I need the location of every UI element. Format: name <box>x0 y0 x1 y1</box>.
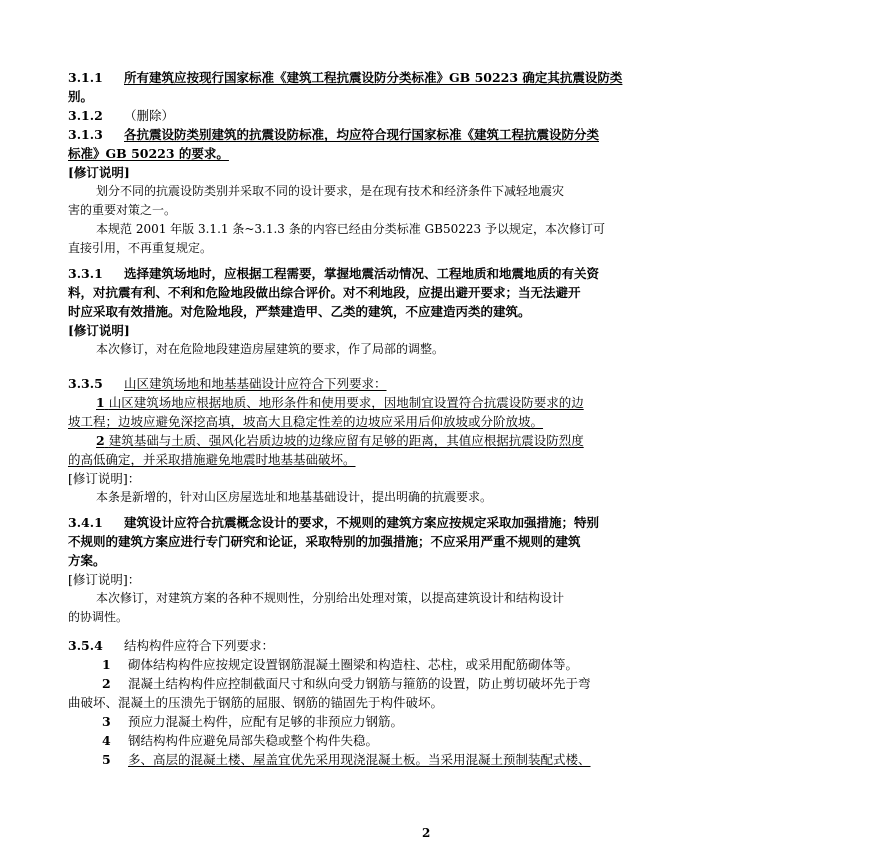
clause-text: 所有建筑应按现行国家标准《建筑工程抗震设防分类标准》GB 50223 确定其抗震设防类 <box>124 70 623 85</box>
item-number: 1 <box>96 395 105 410</box>
item-number: 2 <box>96 433 105 448</box>
item-text: 建筑基础与土质、强风化岩质边坡的边缘应留有足够的距离，其值应根据抗震设防烈度 <box>108 433 584 448</box>
clause-text: 选择建筑场地时，应根据工程需要，掌握地震活动情况、工程地质和地震地质的有关资 <box>124 266 600 281</box>
item-text: 多、高层的混凝土楼、屋盖宜优先采用现浇混凝土板。当采用混凝土预制装配式楼、 <box>128 752 591 767</box>
clause-text: 方案。 <box>68 553 106 568</box>
clause-text: 建筑设计应符合抗震概念设计的要求，不规则的建筑方案应按规定采取加强措施；特别 <box>124 515 600 530</box>
item-text: 的高低确定，并采取措施避免地震时地基基础破坏。 <box>68 452 356 467</box>
revision-note-text: 本规范 2001 年版 3.1.1 条~3.1.3 条的内容已经由分类标准 GB50223 予以规定，本次修订可 <box>96 222 605 236</box>
revision-note-heading: [修订说明]： <box>68 572 141 587</box>
section-3-4-1 <box>68 513 792 627</box>
section-3-1 <box>68 68 792 258</box>
clause-text: 标准》GB 50223 的要求。 <box>68 146 229 161</box>
item-text: 预应力混凝土构件，应配有足够的非预应力钢筋。 <box>128 714 404 729</box>
clause-text: （删除） <box>124 108 175 123</box>
item-number: 4 <box>102 733 111 748</box>
revision-note-heading: [修订说明]： <box>68 471 141 486</box>
revision-note-text: 本条是新增的，针对山区房屋选址和地基基础设计，提出明确的抗震要求。 <box>96 490 493 504</box>
item-number: 3 <box>102 714 111 729</box>
clause-text: 别。 <box>68 89 94 104</box>
item-text: 曲破坏、混凝土的压溃先于钢筋的屈服、钢筋的锚固先于构件破坏。 <box>68 695 444 710</box>
section-3-5-4 <box>68 636 792 769</box>
revision-note-text: 本次修订，对建筑方案的各种不规则性，分别给出处理对策，以提高建筑设计和结构设计 <box>96 591 565 605</box>
revision-note-text: 本次修订，对在危险地段建造房屋建筑的要求，作了局部的调整。 <box>96 342 445 356</box>
clause-number: 3.4.1 <box>68 515 103 530</box>
clause-title: 山区建筑场地和地基基础设计应符合下列要求： <box>124 376 387 391</box>
item-text: 坡工程；边坡应避免深挖高填，坡高大且稳定性差的边坡应采用后仰放坡或分阶放坡。 <box>68 414 544 429</box>
clause-number: 3.3.5 <box>68 376 103 391</box>
revision-note-text: 害的重要对策之一。 <box>68 203 177 217</box>
item-text: 混凝土结构构件应控制截面尺寸和纵向受力钢筋与箍筋的设置，防止剪切破坏先于弯 <box>128 676 591 691</box>
clause-text: 各抗震设防类别建筑的抗震设防标准，均应符合现行国家标准《建筑工程抗震设防分类 <box>124 127 600 142</box>
section-3-3-5 <box>68 374 792 507</box>
clause-text: 不规则的建筑方案应进行专门研究和论证，采取特别的加强措施；不应采用严重不规则的建筑 <box>68 534 581 549</box>
revision-note-text: 的协调性。 <box>68 610 129 624</box>
item-number: 2 <box>102 676 111 691</box>
clause-number: 3.3.1 <box>68 266 103 281</box>
item-text: 钢结构构件应避免局部失稳或整个构件失稳。 <box>128 733 379 748</box>
item-text: 山区建筑场地应根据地质、地形条件和使用要求，因地制宜设置符合抗震设防要求的边 <box>108 395 584 410</box>
item-number: 5 <box>102 752 111 767</box>
clause-number: 3.1.3 <box>68 127 103 142</box>
item-number: 1 <box>102 657 111 672</box>
page-number: 2 <box>422 826 431 840</box>
clause-number: 3.1.1 <box>68 70 103 85</box>
clause-number: 3.5.4 <box>68 638 103 653</box>
revision-note-text: 直接引用，不再重复规定。 <box>68 241 213 255</box>
revision-note-text: 划分不同的抗震设防类别并采取不同的设计要求，是在现有技术和经济条件下减轻地震灾 <box>96 184 565 198</box>
clause-number: 3.1.2 <box>68 108 103 123</box>
clause-title: 结构构件应符合下列要求： <box>124 638 275 653</box>
clause-text: 料，对抗震有利、不利和危险地段做出综合评价。对不利地段，应提出避开要求；当无法避开 <box>68 285 581 300</box>
section-3-3-1 <box>68 264 792 359</box>
clause-text: 时应采取有效措施。对危险地段，严禁建造甲、乙类的建筑，不应建造丙类的建筑。 <box>68 304 531 319</box>
item-text: 砌体结构构件应按规定设置钢筋混凝土圈梁和构造柱、芯柱，或采用配筋砌体等。 <box>128 657 579 672</box>
revision-note-heading: [修订说明] <box>68 323 130 338</box>
revision-note-heading: [修订说明] <box>68 165 130 180</box>
